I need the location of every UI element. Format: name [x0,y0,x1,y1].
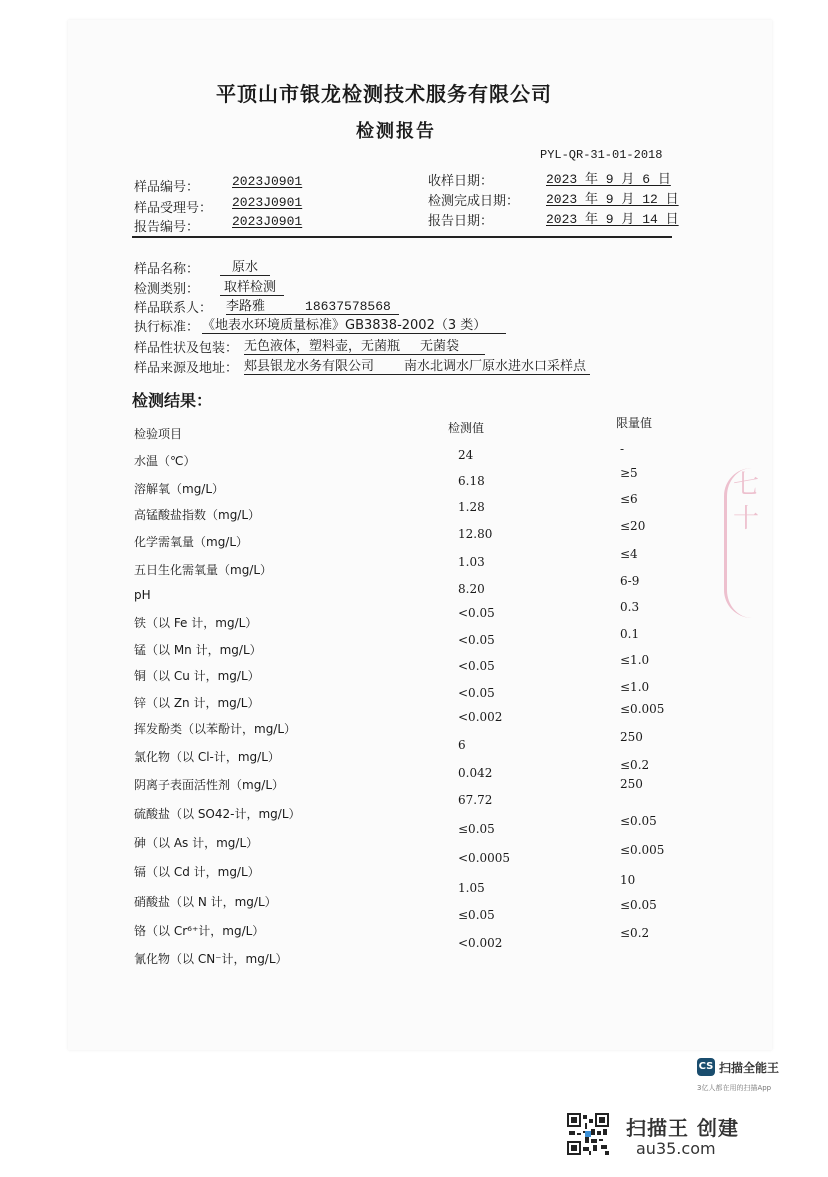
result-item-limit: ≤0.005 [620,702,665,716]
test-type-value [220,276,284,296]
result-item-name: 砷（以 As 计，mg/L） [134,836,259,850]
result-item-name: pH [134,588,151,602]
result-item-name: 铁（以 Fe 计，mg/L） [134,616,258,630]
source-company: 郏县银龙水务有限公司 [244,355,404,375]
packaging-extra: 无菌袋 [420,335,485,355]
result-item-value: 24 [458,448,474,462]
result-item-value: <0.05 [458,633,495,647]
sample-no-value: 2023J0901 [232,174,303,189]
result-item-value: <0.05 [458,606,495,620]
complete-date-value: 2023 年 9 月 12 日 [546,192,679,207]
contact-value [226,295,399,315]
result-item-name: 铬（以 Cr⁶⁺计，mg/L） [134,924,265,938]
result-item-value: 0.042 [458,766,493,780]
result-item-limit: ≤0.2 [620,926,650,940]
source-location: 南水北调水厂原水进水口采样点 [404,355,590,375]
result-item-limit: ≤6 [620,492,638,506]
test-type-label: 检测类别： [134,282,200,297]
result-item-limit: ≤20 [620,519,646,533]
report-date-value: 2023 年 9 月 14 日 [546,212,679,227]
packaging-label: 样品性状及包装： [134,341,239,356]
complete-date-label: 检测完成日期： [428,194,520,209]
result-item-limit: 250 [620,777,643,791]
test-type-text: 取样检测 [220,276,284,296]
result-item-value: <0.0005 [458,851,511,865]
col-header-item: 检验项目 [134,427,183,441]
standard-label: 执行标准： [134,320,200,335]
result-item-value: 1.05 [458,881,485,895]
packaging-text: 无色液体，塑料壶，无菌瓶 [244,335,420,355]
receive-date-value: 2023 年 9 月 6 日 [546,172,671,187]
result-item-limit: 250 [620,730,643,744]
seal-stamp [724,468,777,618]
result-item-value: ≤0.05 [458,908,495,922]
camscanner-name: 扫描全能王 [719,1061,780,1075]
result-item-value: 1.28 [458,500,485,514]
result-item-name: 锰（以 Mn 计，mg/L） [134,643,262,657]
camscanner-logo-icon: CS [697,1058,715,1076]
result-item-name: 铜（以 Cu 计，mg/L） [134,669,260,683]
company-name: 平顶山市银龙检测技术服务有限公司 [216,82,552,106]
report-no-value: 2023J0901 [232,214,303,229]
result-item-name: 锌（以 Zn 计，mg/L） [134,696,260,710]
result-item-name: 五日生化需氧量（mg/L） [134,563,273,577]
result-item-value: 8.20 [458,582,485,596]
result-item-limit: - [620,442,625,456]
source-label: 样品来源及地址： [134,361,239,376]
result-item-limit: ≥5 [620,466,638,480]
result-item-limit: 0.3 [620,600,640,614]
result-item-limit: ≤0.05 [620,898,657,912]
result-item-value: 6 [458,738,466,752]
result-item-value: <0.05 [458,659,495,673]
result-item-name: 硫酸盐（以 SO42-计，mg/L） [134,807,301,821]
result-item-limit: ≤1.0 [620,680,650,694]
watermark-title: 扫描王 创建 [626,1116,739,1140]
contact-name: 李路雅 [226,295,305,315]
watermark-url: au35.com [636,1139,716,1158]
result-item-value: 12.80 [458,527,493,541]
result-item-name: 挥发酚类（以苯酚计，mg/L） [134,722,297,736]
result-item-limit: ≤0.005 [620,843,665,857]
result-item-limit: ≤0.05 [620,814,657,828]
result-item-name: 镉（以 Cd 计，mg/L） [134,865,260,879]
contact-label: 样品联系人： [134,301,213,316]
result-item-value: <0.002 [458,710,503,724]
results-section-title: 检测结果： [132,391,213,410]
sample-name-value [220,256,270,276]
result-item-name: 高锰酸盐指数（mg/L） [134,508,261,522]
camscanner-tagline: 3亿人都在用的扫描App [697,1084,772,1092]
accept-no-value: 2023J0901 [232,195,303,210]
receive-date-label: 收样日期： [428,174,494,189]
sample-name-label: 样品名称： [134,262,200,277]
sample-name-text: 原水 [220,256,270,276]
packaging-value [244,335,485,355]
header-divider [132,236,672,238]
col-header-value: 检测值 [448,421,485,435]
standard-text: 《地表水环境质量标准》GB3838-2002（3 类） [202,314,506,334]
result-item-name: 水温（℃） [134,454,196,468]
result-item-name: 阴离子表面活性剂（mg/L） [134,778,285,792]
result-item-name: 化学需氧量（mg/L） [134,535,249,549]
result-item-limit: ≤1.0 [620,653,650,667]
col-header-limit: 限量值 [616,416,653,430]
result-item-name: 氰化物（以 CN⁻计，mg/L） [134,952,288,966]
form-code: PYL-QR-31-01-2018 [540,148,663,162]
seal-text: 七 十 [733,470,760,534]
result-item-limit: 6-9 [620,574,640,588]
result-item-name: 氯化物（以 Cl-计，mg/L） [134,750,280,764]
result-item-name: 硝酸盐（以 N 计，mg/L） [134,895,277,909]
result-item-value: 1.03 [458,555,485,569]
result-item-value: 67.72 [458,793,493,807]
report-title: 检测报告 [356,121,436,142]
result-item-value: <0.05 [458,686,495,700]
result-item-limit: ≤0.2 [620,758,650,772]
result-item-limit: 0.1 [620,627,640,641]
result-item-limit: ≤4 [620,547,638,561]
result-item-name: 溶解氧（mg/L） [134,482,225,496]
result-item-limit: 10 [620,873,636,887]
result-item-value: 6.18 [458,474,485,488]
accept-no-label: 样品受理号： [134,201,213,216]
result-item-value: <0.002 [458,936,503,950]
sample-no-label: 样品编号： [134,180,200,195]
report-no-label: 报告编号： [134,220,200,235]
source-value [244,355,590,375]
result-item-value: ≤0.05 [458,822,495,836]
standard-value [202,314,506,334]
contact-phone: 18637578568 [305,299,399,315]
qr-code-icon [567,1113,609,1155]
report-date-label: 报告日期： [428,214,494,229]
